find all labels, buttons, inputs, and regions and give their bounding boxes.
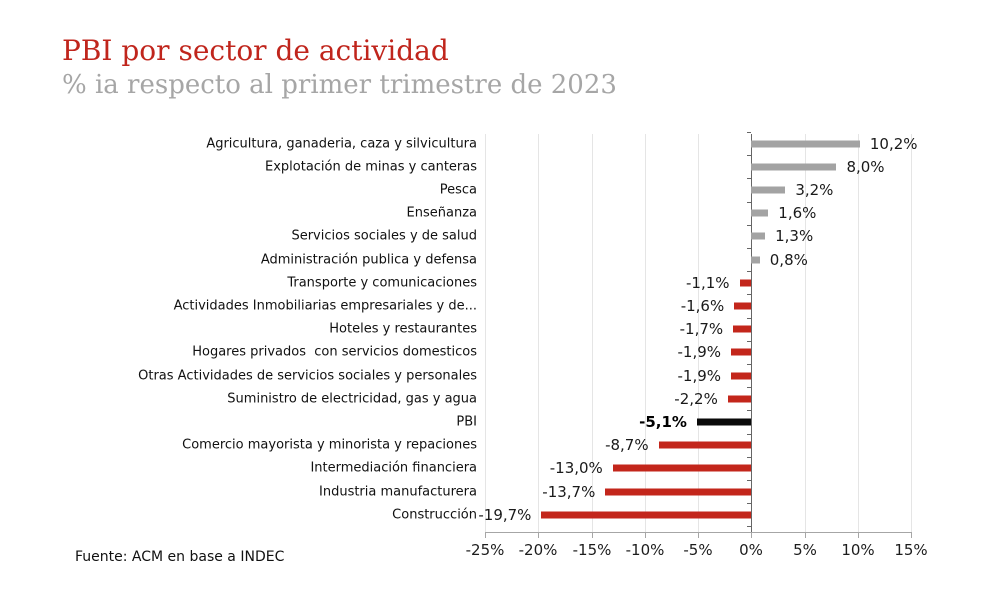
value-label: -1,6% xyxy=(680,296,725,315)
value-label: -19,7% xyxy=(478,505,532,524)
bar xyxy=(751,233,765,240)
x-axis-tick xyxy=(645,533,646,538)
zero-axis-tick xyxy=(747,202,751,203)
zero-axis-tick xyxy=(747,387,751,388)
category-label: Industria manufacturera xyxy=(319,484,477,499)
zero-axis-tick xyxy=(747,178,751,179)
bar xyxy=(751,140,860,147)
value-label: -8,7% xyxy=(605,436,649,455)
zero-axis-line xyxy=(751,134,752,532)
value-label: 1,6% xyxy=(778,204,817,223)
x-axis-tick xyxy=(911,533,912,538)
value-label: -13,7% xyxy=(542,482,596,501)
category-label: Agricultura, ganaderia, caza y silvicultura xyxy=(206,136,477,151)
x-axis-tick xyxy=(592,533,593,538)
zero-axis-tick xyxy=(747,457,751,458)
x-axis-tick xyxy=(538,533,539,538)
gridline xyxy=(858,134,859,532)
bar xyxy=(728,395,751,402)
value-label: 0,8% xyxy=(769,250,808,269)
bar xyxy=(751,210,768,217)
zero-axis-tick xyxy=(747,410,751,411)
bar xyxy=(751,256,760,263)
category-label: PBI xyxy=(456,414,477,430)
x-axis-tick-label: -5% xyxy=(683,541,713,559)
chart-title: PBI por sector de actividad xyxy=(62,34,449,67)
zero-axis-tick xyxy=(747,318,751,319)
value-label: -1,9% xyxy=(677,366,722,385)
x-axis-tick-label: -10% xyxy=(625,541,665,559)
bar xyxy=(613,465,751,472)
gridline xyxy=(645,134,646,532)
bar xyxy=(659,442,752,449)
value-label: -1,9% xyxy=(677,343,722,362)
bar xyxy=(740,279,752,286)
category-label: Hoteles y restaurantes xyxy=(329,321,477,337)
zero-axis-tick xyxy=(747,480,751,481)
bar xyxy=(751,186,785,193)
bar xyxy=(605,488,751,495)
x-axis-tick xyxy=(698,533,699,538)
category-label: Pesca xyxy=(439,182,477,198)
value-label: -5,1% xyxy=(639,412,687,431)
x-axis-tick xyxy=(751,533,752,538)
x-axis-tick xyxy=(858,533,859,538)
gridline xyxy=(911,134,912,532)
gridline xyxy=(538,134,539,532)
value-label: -1,7% xyxy=(679,320,724,339)
value-label: -2,2% xyxy=(674,389,718,408)
zero-axis-tick xyxy=(747,271,751,272)
zero-axis-tick xyxy=(747,434,751,435)
x-axis-tick-label: -15% xyxy=(572,541,612,559)
value-label: 8,0% xyxy=(846,157,885,176)
value-label: -1,1% xyxy=(686,273,730,292)
bar xyxy=(731,372,751,379)
zero-axis-tick xyxy=(747,341,751,342)
category-label: Construcción xyxy=(392,507,477,523)
bar xyxy=(541,511,751,518)
category-label: Enseñanza xyxy=(406,205,477,221)
value-label: 1,3% xyxy=(775,227,814,246)
zero-axis-tick xyxy=(747,364,751,365)
bar xyxy=(734,302,751,309)
category-label: Otras Actividades de servicios sociales y personales xyxy=(138,368,477,383)
category-label: Hogares privados con servicios domesticos xyxy=(192,344,477,360)
x-axis-tick-label: -25% xyxy=(465,541,505,559)
category-label: Administración publica y defensa xyxy=(260,252,477,267)
zero-axis-tick xyxy=(747,248,751,249)
zero-axis-tick xyxy=(747,294,751,295)
x-axis-tick-label: -20% xyxy=(518,541,558,559)
gridline xyxy=(485,134,486,532)
x-axis-tick xyxy=(485,533,486,538)
category-label: Suministro de electricidad, gas y agua xyxy=(227,391,477,407)
x-axis-tick-label: 15% xyxy=(894,541,928,559)
zero-axis-tick xyxy=(747,526,751,527)
category-label: Explotación de minas y canteras xyxy=(265,159,477,175)
value-label: 10,2% xyxy=(869,134,918,153)
value-label: 3,2% xyxy=(795,180,834,199)
bar xyxy=(731,349,751,356)
zero-axis-tick xyxy=(747,503,751,504)
zero-axis-tick xyxy=(747,155,751,156)
chart-subtitle: % ia respecto al primer trimestre de 2023 xyxy=(62,70,617,100)
bar xyxy=(697,418,751,425)
bar xyxy=(751,163,836,170)
category-label: Transporte y comunicaciones xyxy=(287,275,477,291)
bar xyxy=(733,326,751,333)
category-label: Actividades Inmobiliarias empresariales y de... xyxy=(173,298,477,314)
x-axis-tick-label: 0% xyxy=(739,541,763,559)
zero-axis-tick xyxy=(747,225,751,226)
x-axis-tick xyxy=(805,533,806,538)
x-axis-tick-label: 10% xyxy=(841,541,875,559)
value-label: -13,0% xyxy=(549,459,603,478)
category-label: Comercio mayorista y minorista y repaciones xyxy=(182,437,477,453)
zero-axis-tick xyxy=(747,132,751,133)
category-label: Servicios sociales y de salud xyxy=(291,228,477,244)
category-label: Intermediación financiera xyxy=(310,460,477,476)
source-note: Fuente: ACM en base a INDEC xyxy=(75,549,285,565)
x-axis-tick-label: 5% xyxy=(793,541,817,559)
